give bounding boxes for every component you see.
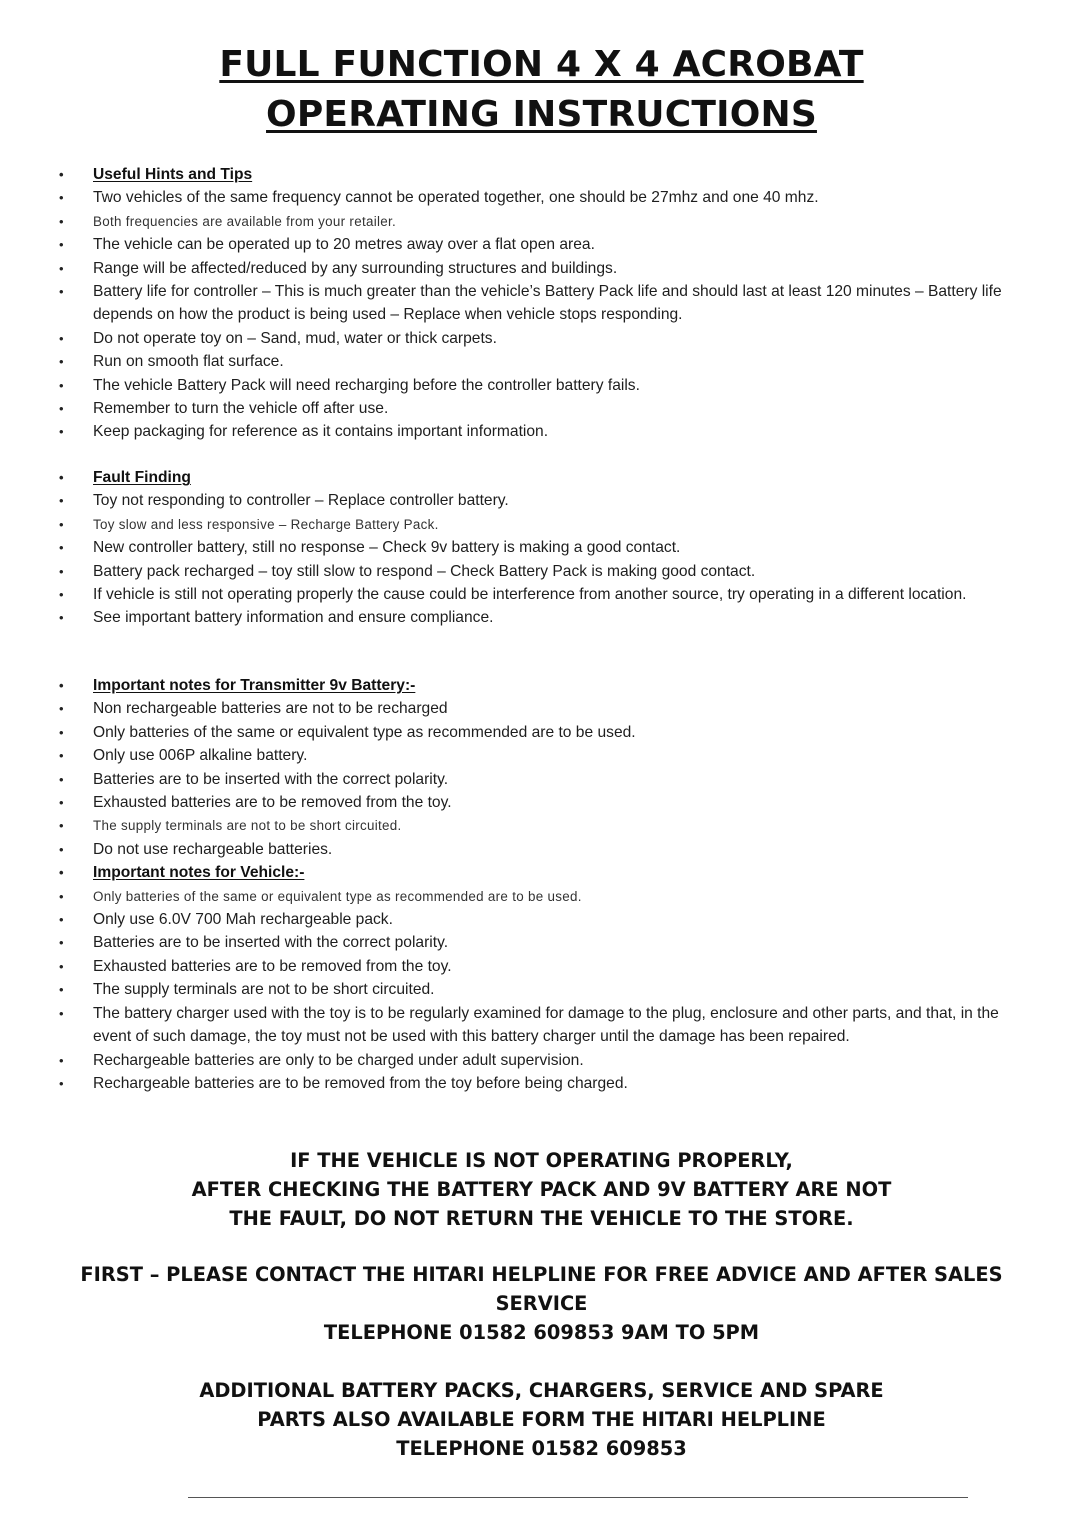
list-item: • The supply terminals are not to be short circuited. [56, 814, 1016, 837]
warning-line: THE FAULT, DO NOT RETURN THE VEHICLE TO THE STORE. [229, 1207, 854, 1230]
fault-list [56, 466, 1016, 630]
list-item: • Run on smooth flat surface. [56, 350, 1016, 373]
spares-line: ADDITIONAL BATTERY PACKS, CHARGERS, SERVICE AND SPARE [199, 1379, 884, 1402]
hints-heading: • Useful Hints and Tips [56, 163, 1016, 186]
list-item: • The vehicle can be operated up to 20 metres away over a flat open area. [56, 233, 1016, 256]
helpline-phone: TELEPHONE 01582 609853 9AM TO 5PM [323, 1321, 760, 1344]
list-item: • The supply terminals are not to be short circuited. [56, 978, 1016, 1001]
list-item: • New controller battery, still no response – Check 9v battery is making a good contact. [56, 536, 1016, 559]
list-item: • Only batteries of the same or equivalent type as recommended are to be used. [56, 721, 1016, 744]
list-item: • The vehicle Battery Pack will need recharging before the controller battery fails. [56, 374, 1016, 397]
battery-notes-list [56, 674, 1016, 1095]
spares-phone: TELEPHONE 01582 609853 [396, 1437, 687, 1460]
list-item: • Keep packaging for reference as it contains important information. [56, 420, 1016, 443]
helpline-line: FIRST – PLEASE CONTACT THE HITARI HELPLINE FOR FREE ADVICE AND AFTER SALES [80, 1263, 1003, 1286]
list-item: • Rechargeable batteries are only to be charged under adult supervision. [56, 1049, 1016, 1072]
list-item: • Do not operate toy on – Sand, mud, water or thick carpets. [56, 327, 1016, 350]
title-line-2: OPERATING INSTRUCTIONS [266, 94, 817, 135]
list-item: • Toy slow and less responsive – Recharge Battery Pack. [56, 513, 1016, 536]
list-item: • Toy not responding to controller – Replace controller battery. [56, 489, 1016, 512]
list-item: • The battery charger used with the toy is to be regularly examined for damage to the plug, enclosure and other parts, and that, in the event of such damage, the toy must not be used with this battery charger until the damage has been repaired. [56, 1002, 1016, 1049]
list-item: • Do not use rechargeable batteries. [56, 838, 1016, 861]
list-item: • Two vehicles of the same frequency cannot be operated together, one should be 27mhz and one 40 mhz. [56, 186, 1016, 209]
list-item: • Both frequencies are available from your retailer. [56, 210, 1016, 233]
fault-heading: • Fault Finding [56, 466, 1016, 489]
warning-line: IF THE VEHICLE IS NOT OPERATING PROPERLY, [290, 1149, 793, 1172]
list-item: • Only batteries of the same or equivalent type as recommended are to be used. [56, 885, 1016, 908]
list-item: • Remember to turn the vehicle off after use. [56, 397, 1016, 420]
helpline-line: SERVICE [495, 1292, 588, 1315]
list-item: • Range will be affected/reduced by any surrounding structures and buildings. [56, 257, 1016, 280]
list-item: • See important battery information and ensure compliance. [56, 606, 1016, 629]
warning-notice [0, 1146, 1083, 1233]
spares-line: PARTS ALSO AVAILABLE FORM THE HITARI HELPLINE [257, 1408, 826, 1431]
list-item: • Battery pack recharged – toy still slow to respond – Check Battery Pack is making good contact. [56, 560, 1016, 583]
footer-divider [188, 1497, 968, 1498]
list-item: • Exhausted batteries are to be removed from the toy. [56, 791, 1016, 814]
list-item: • Non rechargeable batteries are not to be recharged [56, 697, 1016, 720]
transmitter-heading: • Important notes for Transmitter 9v Battery:- [56, 674, 1016, 697]
list-item: • Batteries are to be inserted with the correct polarity. [56, 931, 1016, 954]
helpline-notice [0, 1260, 1083, 1347]
list-item: • Only use 6.0V 700 Mah rechargeable pack. [56, 908, 1016, 931]
list-item: • Batteries are to be inserted with the correct polarity. [56, 768, 1016, 791]
spares-notice [0, 1376, 1083, 1463]
vehicle-heading: • Important notes for Vehicle:- [56, 861, 1016, 884]
list-item: • Battery life for controller – This is much greater than the vehicle’s Battery Pack life and should last at least 120 minutes – Battery life depends on how the product is being used – Replace when vehicle stops responding. [56, 280, 1016, 327]
list-item: • Only use 006P alkaline battery. [56, 744, 1016, 767]
hints-list [56, 163, 1016, 444]
list-item: • Exhausted batteries are to be removed from the toy. [56, 955, 1016, 978]
warning-line: AFTER CHECKING THE BATTERY PACK AND 9V BATTERY ARE NOT [191, 1178, 892, 1201]
title-line-1: FULL FUNCTION 4 X 4 ACROBAT [219, 44, 864, 85]
list-item: • Rechargeable batteries are to be removed from the toy before being charged. [56, 1072, 1016, 1095]
list-item: • If vehicle is still not operating properly the cause could be interference from another source, try operating in a different location. [56, 583, 1016, 606]
